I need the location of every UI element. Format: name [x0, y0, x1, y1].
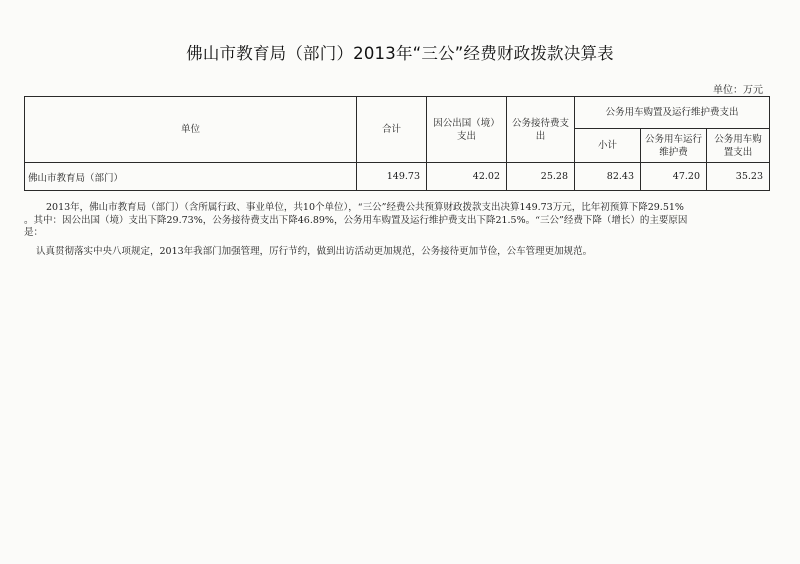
row-unit-name: 佛山市教育局（部门） [25, 163, 357, 191]
header-total: 合计 [357, 97, 427, 163]
row-subtotal: 82.43 [575, 163, 641, 191]
row-total: 149.73 [357, 163, 427, 191]
header-overseas: 因公出国（境）支出 [427, 97, 507, 163]
header-subtotal: 小计 [575, 129, 641, 163]
row-vehicle-running: 47.20 [641, 163, 707, 191]
table-row [25, 163, 770, 191]
header-row-1 [25, 97, 770, 129]
header-vehicle-running: 公务用车运行维护费 [641, 129, 707, 163]
reason-paragraph: 认真贯彻落实中央八项规定，2013年我部门加强管理，厉行节约，做到出访活动更加规范，公务接待更加节俭，公车管理更加规范。 [36, 246, 593, 257]
document-title: 佛山市教育局（部门）2013年“三公”经费财政拨款决算表 [186, 44, 614, 63]
note-line-3: 是： [24, 227, 44, 238]
row-vehicle-purchase: 35.23 [707, 163, 770, 191]
header-vehicle-purchase: 公务用车购置支出 [707, 129, 770, 163]
note-line-2: 。其中：因公出国（境）支出下降29.73%，公务接待费支出下降46.89%，公务用车购置及运行维护费支出下降21.5%。“三公”经费下降（增长）的主要原因 [24, 214, 688, 226]
budget-table [24, 96, 770, 191]
row-reception: 25.28 [507, 163, 575, 191]
header-vehicle-group: 公务用车购置及运行维护费支出 [575, 97, 770, 129]
header-unit: 单位 [25, 97, 357, 163]
note-line-1: 2013年，佛山市教育局（部门）（含所属行政、事业单位，共10个单位），“三公”经费公共预算财政拨款支出决算149.73万元，比年初预算下降29.51% [46, 202, 684, 213]
header-reception: 公务接待费支出 [507, 97, 575, 163]
row-overseas: 42.02 [427, 163, 507, 191]
unit-label: 单位：万元 [713, 85, 763, 96]
explanation-paragraph [24, 202, 772, 240]
